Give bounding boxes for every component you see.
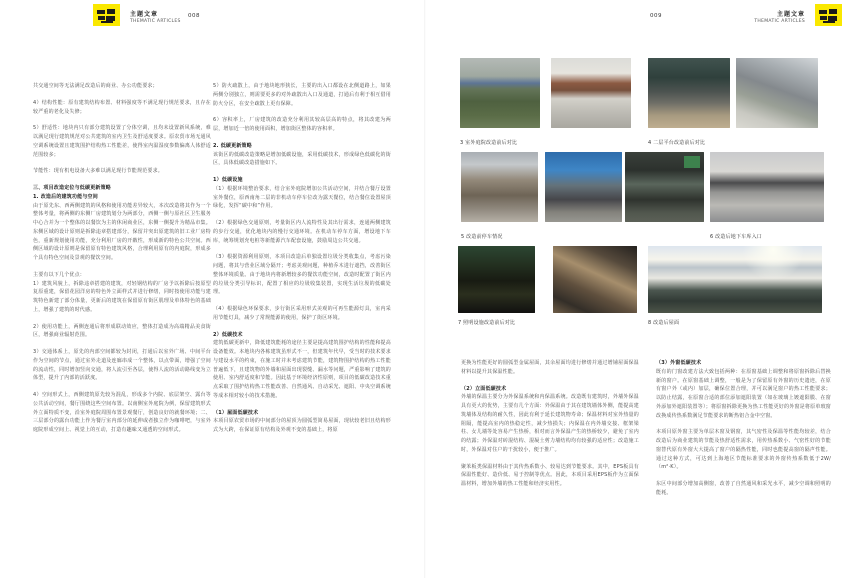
- figure-caption-8: 8 改造后屋面: [648, 320, 680, 326]
- publisher-logo-icon: [815, 4, 842, 26]
- journal-section-title-en: THEMATIC ARTICLES: [130, 18, 181, 24]
- figure-caption-7: 7 照明设施改造前后对比: [458, 320, 516, 326]
- paragraph: 聚苯板类保温材料由于其传热系数小、较易达到节能要求。其中，EPS板具有保温性能好、造价低、易于控制等优点。因此，本项目采用EPS板作为立面保温材料，增加外墙的热工性能和经济实用性。: [461, 463, 639, 487]
- left-page-column-2: [213, 82, 391, 443]
- paragraph: 5）舒适性：地块内只有部分建筑设置了分体空调，且均未设置新风系统，难以满足现行建筑规范对公共建筑的室内卫生及舒适度要求。原农贸市场无通风空调系统设置且建筑围护结构热工性能差，使得室内温湿度参数偏离人体舒适范围较多；: [33, 125, 211, 158]
- paragraph: 4）结构性能：原有建筑结构布置、材料强度等不满足现行规范要求，且存在较严重的老化及失修；: [33, 99, 211, 115]
- paragraph: 共交通空间等无法满足改造后的商业、办公功能要求；: [33, 83, 158, 89]
- paragraph: 节能性：现有机电设备大多难以满足现行节能规范要求。: [33, 168, 164, 175]
- photo-platform-after: [736, 58, 818, 128]
- page-number-right: 009: [650, 13, 662, 19]
- section-heading: 2）低碳技术: [213, 331, 243, 338]
- figure-caption-5: 5 改造前停车情况: [461, 234, 503, 240]
- photo-courtyard-terrace-after: [551, 58, 631, 128]
- journal-section-title-en: THEMATIC ARTICLES: [754, 18, 805, 24]
- photo-shopfront-parking-before-3: [625, 152, 704, 222]
- paragraph: 3）交通体系上，原先的内部空间都较为封闭，打通后以室外广场、中间平台作为空间的节点，通过室外走道及连廊串成一个整体，以点带面，增强了空间的流动性，同时增加竖向交通，将人流引至各层，使得人流的活动路线变为立体型，提升了内部的活跃度。: [33, 349, 211, 382]
- publisher-logo-icon: [93, 4, 120, 26]
- photo-canopy-parking-before-2: [545, 152, 622, 222]
- figure-caption-4: 4 二层平台改造前后对比: [648, 140, 706, 146]
- figure-grid: [458, 57, 826, 337]
- figure-caption-6: 6 改造后地下车库入口: [710, 234, 762, 240]
- right-page-column-2: [656, 359, 831, 506]
- photo-platform-bike-shed-before: [648, 58, 730, 128]
- paragraph: 本项目原外窗主要为单层木窗及钢窗，其气密性及保温等性能均较差，结合改造后为商业建筑的节能及热舒适性需求，用传热系数小、气密性好的节能窗替代原有外窗大大提高了窗户的隔热性能，同时也能提高窗的隔声性能。通过这种方式，可达到上海地区节能标准要求的外窗传热系数低于2W/（m²·K）。: [656, 429, 831, 471]
- paragraph: 本项目原农贸市场的中间部分的屋顶为圆弧型简易屋面，现状较老旧且结构形式为大跨，在保证原有结构及外观不变的基础上，将原: [213, 418, 391, 433]
- paragraph: 6）容积率上，厂房建筑的改造充分利用其较高层高的特点，将其改建为两层，增加近一倍的使用面积，增加街区整体的容积率。: [213, 117, 391, 132]
- journal-section-title-cn: 主题文章: [130, 11, 159, 18]
- photo-interior-lighting-after: [553, 246, 637, 313]
- page-number-left: 008: [188, 13, 200, 19]
- photo-renovated-roof: [648, 246, 822, 313]
- photo-market-lighting-before: [458, 246, 535, 313]
- paragraph: 外墙的保温主要分为外保温系统和内保温系统。改造既有建筑时，外墙外保温具有更大的优势，主要有几个方面：外保温由于其在建筑墙体外侧，能提高建筑墙体及结构的耐久性，因此有利于延长建筑物寿命；保温材料对室外热量的阻隔，能提高室内的热稳定性，减少热损失；内保温在内外墙交接、框架梁柱、女儿墙等处容易产生热桥，相对而言外保温产生的热桥较少，避免了室内的结露；外保温对砖混结构、混凝土剪力墙结构均有较强的适应性；改造施工时，外保温对住户的干扰较小，便于推广。: [461, 394, 639, 453]
- photo-street-parking-before-1: [461, 152, 538, 222]
- header-left: [93, 4, 181, 26]
- paragraph: （4）根据绿色环保要求，步行街区采用形式美观的可再生能源灯具，室内采用节能灯具，减少了常规能源的使用，保护了街区环境。: [213, 306, 391, 321]
- section-heading: （3）外窗低碳技术: [656, 360, 702, 366]
- page-fold: [424, 0, 426, 578]
- paragraph: 更换为性能更好的圆弧型金属屋面，其余屋面均进行修缮并通过增铺屋面保温材料以提升其保温性能。: [461, 360, 639, 375]
- section-heading: 1. 改造后的建筑功能与空间: [33, 193, 98, 200]
- paragraph: 4）空间形式上，西侧建筑原先较为混乱，形成多个内院、底层架空、露台等公共活动空间，餐厅围绕这些空间布置。以南侧室外庭院为例，保留建筑形式外立面特质不变，沿室外庭院周围布置景观餐厅，创造良好的就餐环境；二、三层部分的露台功能上作为餐厅室内部分的延伸或者独立作为咖啡吧，与室外庭院形成空间上、视觉上的互动，打造有趣味又通透的空间形式。: [33, 392, 211, 433]
- photo-garage-entrance-after: [710, 152, 824, 222]
- paragraph: 主要有以下几个优点：: [33, 271, 86, 278]
- header-right: [754, 4, 842, 26]
- paragraph: 既有的门窗改建方法大致包括两种：在原窗基础上调整和将原窗拆除后替换新的窗户。在原窗基础上调整，一般是为了保留原有外窗的历史遗迹，在原有窗户外（或内）加层，确保位置合理，并可以满足窗户的热工性能要求；以防止结露，在原窗合适的部位添加遮阳装置（如在玻璃上镀遮阳膜、在窗外添加外遮阳装置等）；将原窗拆除更换为热工性能更好的外窗是将原单玻窗改换成传热系数满足节能要求的断热铝合金中空窗。: [656, 368, 831, 419]
- paragraph: 1）建筑风貌上，拆除违章搭建的建筑，对轻钢结构的厂房予以拆除后按原型复原重建，保留花园洋房的特色外立面样式并进行修缮，同时按使用功能与建筑特色新建了部分体量，更新后的建筑在保留原有街区肌理及单体特色的基础上，增强了建筑的时代感。: [33, 280, 211, 313]
- paragraph: 建筑低碳更新中，降低建筑能耗的途径主要是提高建筑围护结构的性能和提高设备能效。本地块内各栋建筑虽形式不一，但建筑年代早，受当时的技术要求与建设水平的约束，在施工时并未考虑建筑节能，建筑物围护结构的热工性能普遍低下，且建筑物的外墙和屋面出现裂缝、漏水等问题，严重影响了建筑的使用、室内舒适度和节能。因此基于环境经济性原则，项目的低碳改造技术重点采取了围护结构热工性能改善、自然通风、自动采光、遮阳、中央空调系统等成本相对较小的技术措施。: [213, 340, 391, 399]
- right-page-column-1: [461, 359, 639, 497]
- journal-section-title-cn: 主题文章: [776, 11, 805, 18]
- paragraph: （2）根据绿色交通原则，考量街区内人流特性及其出行需求，连通两侧建筑的步行交通，优化地块内的慢行交通环境。在机动车停车方面，增设地下车库，统筹规划充电桩等新能源汽车配套设施，鼓励周边公共交通。: [213, 220, 391, 244]
- section-heading: （1）屋面低碳技术: [213, 409, 259, 416]
- section-heading: （2）立面低碳技术: [461, 385, 507, 392]
- left-page-column-1: [33, 82, 211, 443]
- section-heading: 三、项目改造定位与低碳更新策略: [33, 185, 112, 191]
- paragraph: 东区中间部分增加高侧窗，改善了自然通风和采光水平，减少空调和照明的能耗。: [656, 481, 831, 496]
- paragraph: （3）根据资源利用原则，本项目改造后单独设置垃圾分类收集点，考虑污染问题，将其与营业区域分隔开；考虑美观问题，种植乔木进行遮挡，改善街区整体环境质量。由于地块内将新增较多的餐饮功能空间，改造时配置了街区内的垃圾分类引导标识，配置了相应的垃圾收集装置，实现生活垃圾的低碳处理。: [213, 254, 391, 296]
- paragraph: 由于原先东、西两侧建筑的风格和使用功能差异较大，本次改造将其作为一个整体考量，将两侧的东侧厂房建筑划分为两部分，西侧一侧与原社区卫生服务中心合并为一个整体的以餐饮为主的休闲商业区，东侧一侧提升为精品市集。东侧区域的设计原则是拆除违章搭建部分，保留并突出原建筑的旧工业厂房特色，重新规划使用功能，充分利用厂房的开敞性，形成新的特色公共空间。西侧区域的设计原则是保留原有特色建筑风格，合理利用原有的内庭院，形成多个具有特色空间及景观的餐饮空间。: [33, 202, 211, 261]
- figure-caption-3: 3 室外庭院改造前后对比: [460, 140, 518, 146]
- section-heading: 2. 低碳更新策略: [213, 142, 252, 149]
- paragraph: 5）防火疏散上，由于地块地形狭长，主要的出入口都设在北侧道路上，如果两侧分别独立，则需要更多的对外疏散出入口及通道，打通后有利于相互借用防火分区，在安全疏散上更有保障。: [213, 83, 391, 107]
- photo-courtyard-greenery-before: [460, 58, 540, 128]
- paragraph: （1）根据环境整治要求，结合室外庭院增加公共活动空间，并结合餐厅设置室外餐位，原西南角二层的非机动车停车位改为露天餐位，结合餐位设置屋顶绿化，发挥“碳中和”作用。: [213, 185, 391, 210]
- paragraph: 2）使用功能上，两侧连通后将形成联动效应，整体打造成为高端精品美食街区，增强商业辐射范围。: [33, 323, 211, 339]
- paragraph: 该街区的低碳改造策略是增加低碳设施，采用低碳技术，形成绿色低碳化的街区，具体低碳改造措施如下。: [213, 151, 391, 167]
- section-heading: 1）低碳设施: [213, 177, 243, 183]
